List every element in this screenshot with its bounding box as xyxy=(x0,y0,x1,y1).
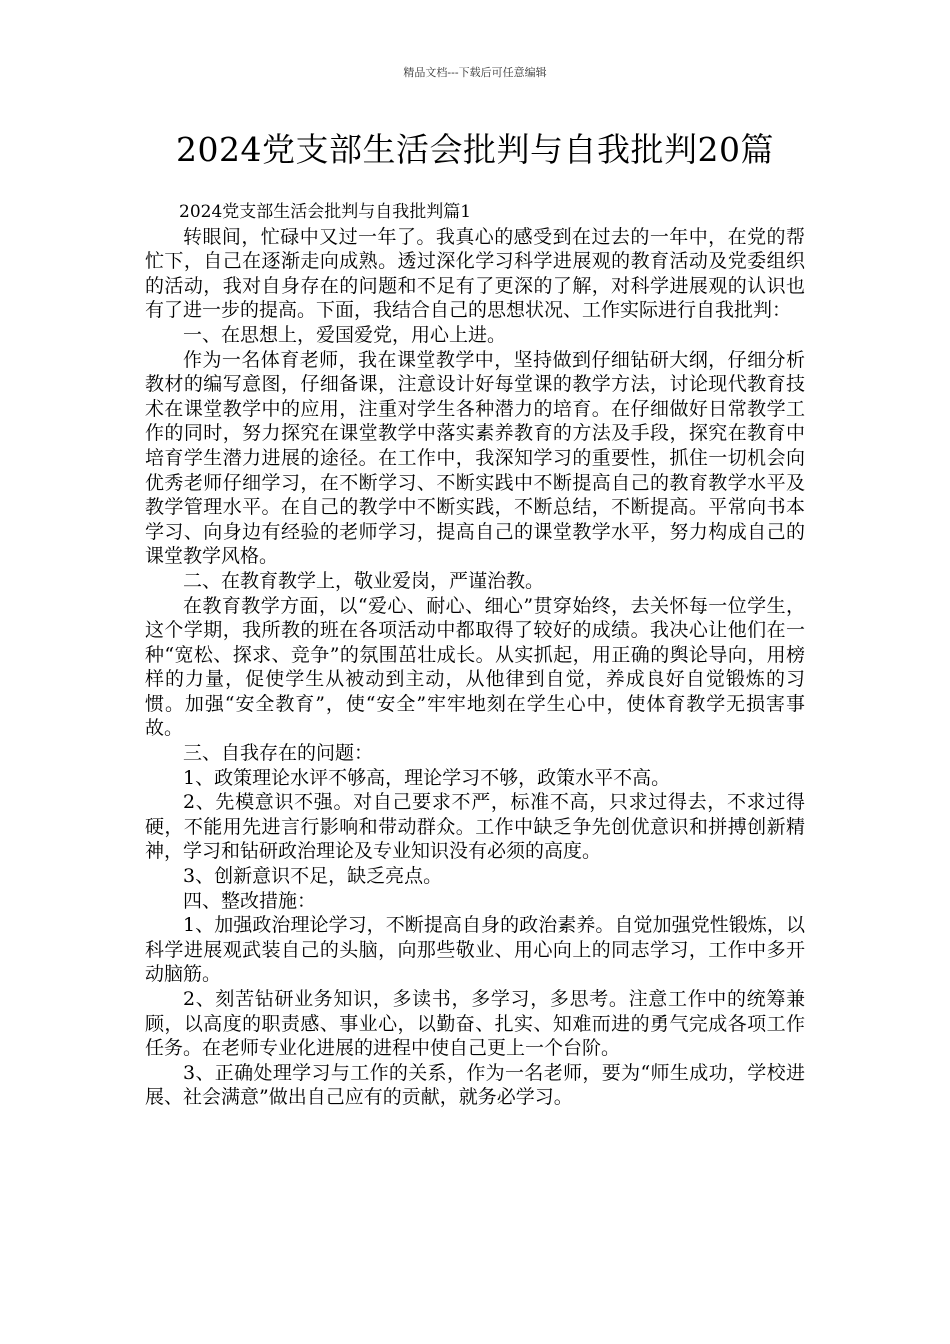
list-item: 2、先模意识不强。对自己要求不严，标准不高，只求过得去，不求过得硬，不能用先进言行影响和带动群众。工作中缺乏争先创优意识和拼搏创新精神，学习和钻研政治理论及专业知识没有必须的高度。 xyxy=(145,791,805,863)
list-item: 1、加强政治理论学习，不断提高自身的政治素养。自觉加强党性锻炼，以科学进展观武装自己的头脑，向那些敬业、用心向上的同志学习，工作中多开动脑筋。 xyxy=(145,914,805,986)
section-subtitle: 2024党支部生活会批判与自我批判篇1 xyxy=(179,202,472,222)
list-item: 3、创新意识不足，缺乏亮点。 xyxy=(183,865,443,888)
section-heading: 二、在教育教学上，敬业爱岗，严谨治教。 xyxy=(183,569,545,592)
body-paragraph: 转眼间，忙碌中又过一年了。我真心的感受到在过去的一年中，在党的帮忙下，自己在逐渐走向成熟。透过深化学习科学进展观的教育活动及党委组织的活动，我对自身存在的问题和不足有了更深的了解，对科学进展观的认识也有了进一步的提高。下面，我结合自己的思想状况、工作实际进行自我批判： xyxy=(145,225,805,322)
section-heading: 四、整改措施： xyxy=(183,889,317,912)
list-item: 3、正确处理学习与工作的关系，作为一名老师，要为“师生成功，学校进展、社会满意”做出自己应有的贡献，就务必学习。 xyxy=(145,1061,805,1109)
section-heading: 三、自我存在的问题： xyxy=(183,742,374,765)
section-heading: 一、在思想上，爱国爱党，用心上进。 xyxy=(183,323,507,346)
document-title: 2024党支部生活会批判与自我批判20篇 xyxy=(176,130,774,169)
list-item: 1、政策理论水评不够高，理论学习不够，政策水平不高。 xyxy=(183,766,671,789)
page-header-note: 精品文档---下载后可任意编辑 xyxy=(403,66,547,79)
body-paragraph: 在教育教学方面，以“爱心、耐心、细心”贯穿始终，去关怀每一位学生，这个学期，我所教的班在各项活动中都取得了较好的成绩。我决心让他们在一种“宽松、探求、竞争”的氛围茁壮成长。从实抓起，用正确的舆论导向，用榜样的力量，促使学生从被动到主动，从他律到自觉，养成良好自觉锻炼的习惯。加强“安全教育”，使“安全”牢牢地刻在学生心中，使体育教学无损害事故。 xyxy=(145,594,805,740)
list-item: 2、刻苦钻研业务知识，多读书，多学习，多思考。注意工作中的统筹兼顾，以高度的职责感、事业心，以勤奋、扎实、知难而进的勇气完成各项工作任务。在老师专业化进展的进程中使自己更上一个台阶。 xyxy=(145,988,805,1060)
document-body xyxy=(145,200,805,1110)
body-paragraph: 作为一名体育老师，我在课堂教学中，坚持做到仔细钻研大纲，仔细分析教材的编写意图，仔细备课，注意设计好每堂课的教学方法，讨论现代教育技术在课堂教学中的应用，注重对学生各种潜力的培育。在仔细做好日常教学工作的同时，努力探究在课堂教学中落实素养教育的方法及手段，探究在教育中培育学生潜力进展的途径。在工作中，我深知学习的重要性，抓住一切机会向优秀老师仔细学习，在不断学习、不断实践中不断提高自己的教育教学水平及教学管理水平。在自己的教学中不断实践，不断总结，不断提高。平常向书本学习、向身边有经验的老师学习，提高自己的课堂教学水平，努力构成自己的课堂教学风格。 xyxy=(145,348,805,568)
